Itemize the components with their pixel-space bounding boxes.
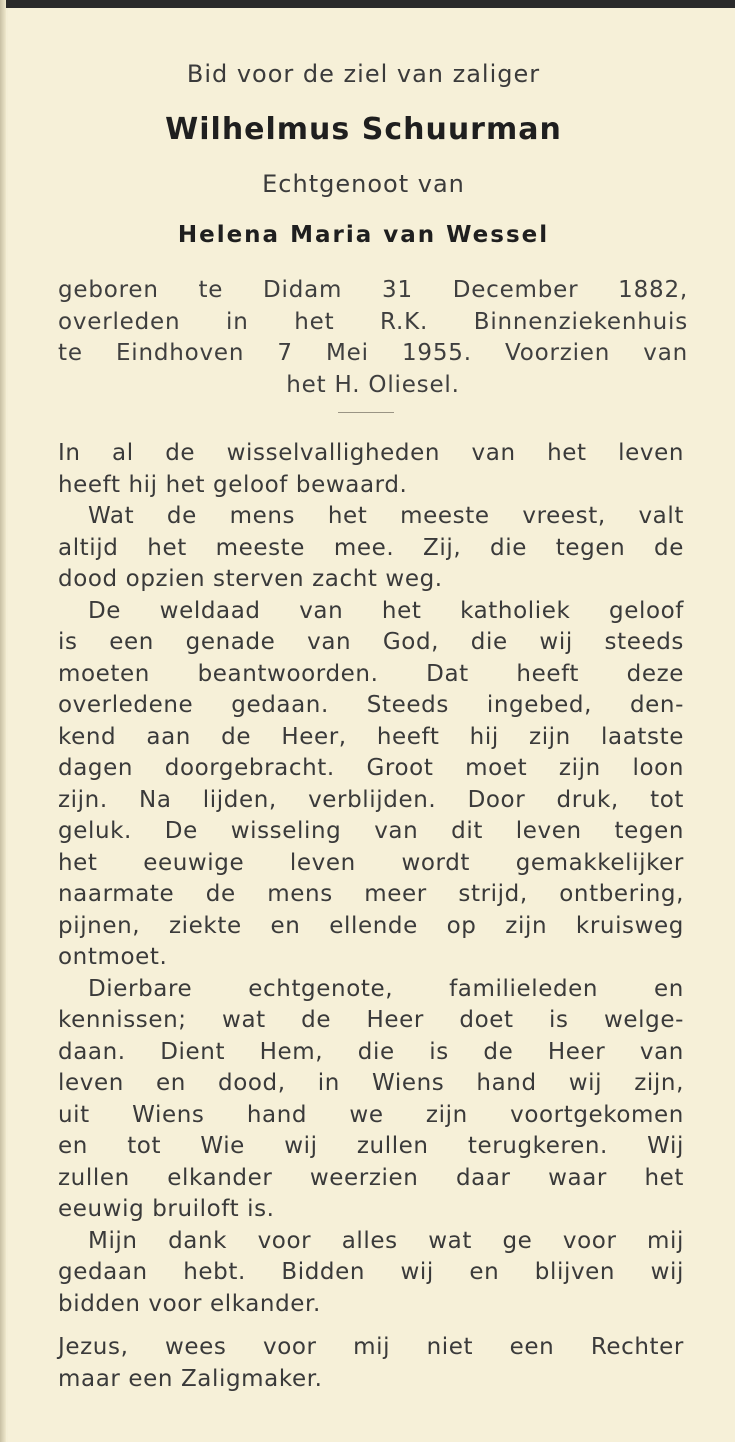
prayer-text — [58, 438, 684, 1395]
text-line: naarmate de mens meer strijd, ontbering, — [58, 881, 684, 907]
text-line: uit Wiens hand we zijn voortgekomen — [58, 1101, 684, 1128]
text-line: bidden voor elkander. — [58, 1290, 321, 1317]
text-line: eeuwig bruiloft is. — [58, 1196, 275, 1222]
intro-line: Bid voor de ziel van zaliger — [186, 60, 541, 88]
bio-line: overleden in het R.K. Binnenziekenhuis — [58, 308, 688, 335]
text-line: en tot Wie wij zullen terugkeren. Wij — [58, 1133, 684, 1159]
text-line: het eeuwige leven wordt gemakkelijker — [58, 849, 684, 876]
text-line: moeten beantwoorden. Dat heeft deze — [58, 660, 684, 687]
card-left-edge — [0, 0, 6, 1442]
text-line: pijnen, ziekte en ellende op zijn kruisweg — [58, 912, 684, 939]
text-line: ontmoet. — [58, 944, 168, 970]
text-line: kennissen; wat de Heer doet is welge- — [58, 1007, 684, 1033]
text-line: is een genade van God, die wij steeds — [58, 629, 684, 655]
text-line: Mijn dank voor alles wat ge voor mij — [88, 1227, 684, 1254]
text-line: daan. Dient Hem, die is de Heer van — [58, 1038, 684, 1065]
paragraph-gap — [58, 1320, 684, 1332]
text-line: gedaan hebt. Bidden wij en blijven wij — [58, 1259, 684, 1285]
text-line: Dierbare echtgenote, familieleden en — [88, 975, 684, 1002]
divider — [338, 412, 394, 413]
bio-line: het H. Oliesel. — [286, 371, 460, 398]
text-line: Jezus, wees voor mij niet een Rechter — [58, 1334, 684, 1360]
deceased-name: Wilhelmus Schuurman — [165, 112, 562, 147]
text-line: zullen elkander weerzien daar waar het — [58, 1164, 684, 1191]
bio-line: te Eindhoven 7 Mei 1955. Voorzien van — [58, 340, 688, 366]
text-line: De weldaad van het katholiek geloof — [88, 597, 684, 624]
text-line: maar een Zaligmaker. — [58, 1365, 323, 1392]
bio-line: geboren te Didam 31 December 1882, — [58, 277, 688, 303]
spouse-name: Helena Maria van Wessel — [177, 222, 550, 248]
prayer-card — [8, 8, 735, 1442]
text-line: Wat de mens het meeste vreest, valt — [88, 503, 684, 529]
text-line: dagen doorgebracht. Groot moet zijn loon — [58, 755, 684, 781]
text-line: geluk. De wisseling van dit leven tegen — [58, 818, 684, 844]
text-line: overledene gedaan. Steeds ingebed, den- — [58, 692, 684, 718]
text-line: leven en dood, in Wiens hand wij zijn, — [58, 1070, 684, 1096]
text-line: kend aan de Heer, heeft hij zijn laatste — [58, 723, 684, 750]
biography — [58, 275, 688, 401]
spouse-label: Echtgenoot van — [262, 170, 465, 198]
text-line: altijd het meeste mee. Zij, die tegen de — [58, 534, 684, 561]
text-line: heeft hij het geloof bewaard. — [58, 471, 408, 498]
card-top-edge — [0, 0, 735, 8]
text-line: zijn. Na lijden, verblijden. Door druk, tot — [58, 786, 684, 813]
text-line: In al de wisselvalligheden van het leven — [58, 440, 684, 466]
text-line: dood opzien sterven zacht weg. — [58, 566, 443, 592]
